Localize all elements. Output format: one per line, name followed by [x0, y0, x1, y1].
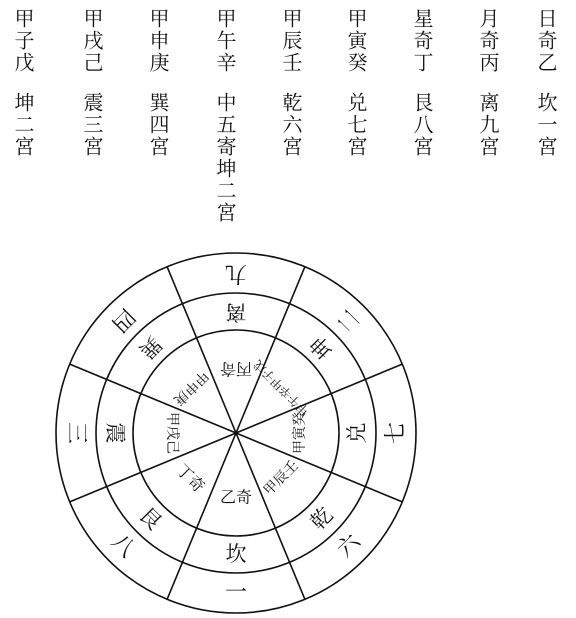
column-6-top: 甲午辛 — [213, 8, 237, 74]
trigram-label-northeast: 艮 — [134, 502, 167, 535]
column-8-bottom: 震三宮 — [80, 92, 104, 158]
number-label-south: 九 — [224, 260, 248, 286]
number-label-southwest: 二 — [332, 303, 366, 337]
stem-label-east: 甲戌己 — [164, 412, 180, 454]
column-3-bottom: 艮八宮 — [410, 92, 434, 158]
column-1-bottom: 坎一宮 — [534, 92, 558, 158]
trigram-label-southwest: 坤 — [305, 331, 338, 364]
stem-label-northwest: 甲辰壬 — [260, 457, 302, 499]
column-9-bottom: 坤二宮 — [11, 92, 35, 158]
number-label-southeast: 四 — [106, 303, 140, 337]
column-3-top: 星奇丁 — [410, 8, 434, 74]
column-9-top: 甲子戊 — [11, 8, 35, 74]
column-6-bottom: 中五寄坤二宮 — [213, 92, 237, 224]
column-2-bottom: 离九宮 — [476, 92, 500, 158]
stem-label-southwest: 甲午辛甲子戊 — [250, 357, 312, 419]
column-4-top: 甲寅癸 — [344, 8, 368, 74]
stem-label-north: 乙奇 — [219, 487, 253, 507]
trigram-label-north: 坎 — [225, 542, 247, 566]
column-5-top: 甲辰壬 — [279, 8, 303, 74]
column-7-top: 甲申庚 — [146, 8, 170, 74]
number-label-northwest: 六 — [332, 529, 366, 563]
column-2-top: 月奇丙 — [476, 8, 500, 74]
number-label-east: 三 — [63, 421, 89, 445]
trigram-label-south: 离 — [225, 300, 247, 324]
column-1-top: 日奇乙 — [534, 8, 558, 74]
stem-label-southeast: 甲申庚 — [170, 367, 212, 409]
column-7-bottom: 巽四宮 — [146, 92, 170, 158]
number-label-north: 一 — [224, 580, 248, 606]
column-5-bottom: 乾六宮 — [279, 92, 303, 158]
number-label-west: 七 — [383, 421, 409, 445]
trigram-label-east: 震 — [103, 422, 127, 444]
stem-label-west: 甲寅癸 — [292, 412, 308, 454]
stem-label-northeast: 丁奇 — [172, 460, 209, 497]
number-label-northeast: 八 — [106, 529, 140, 563]
trigram-label-west: 兑 — [345, 422, 369, 444]
trigram-label-northwest: 乾 — [305, 502, 338, 535]
column-8-top: 甲戌己 — [80, 8, 104, 74]
stem-label-south: 丙奇 — [219, 359, 253, 379]
column-4-bottom: 兑七宮 — [344, 92, 368, 158]
trigram-label-southeast: 巽 — [134, 331, 167, 364]
